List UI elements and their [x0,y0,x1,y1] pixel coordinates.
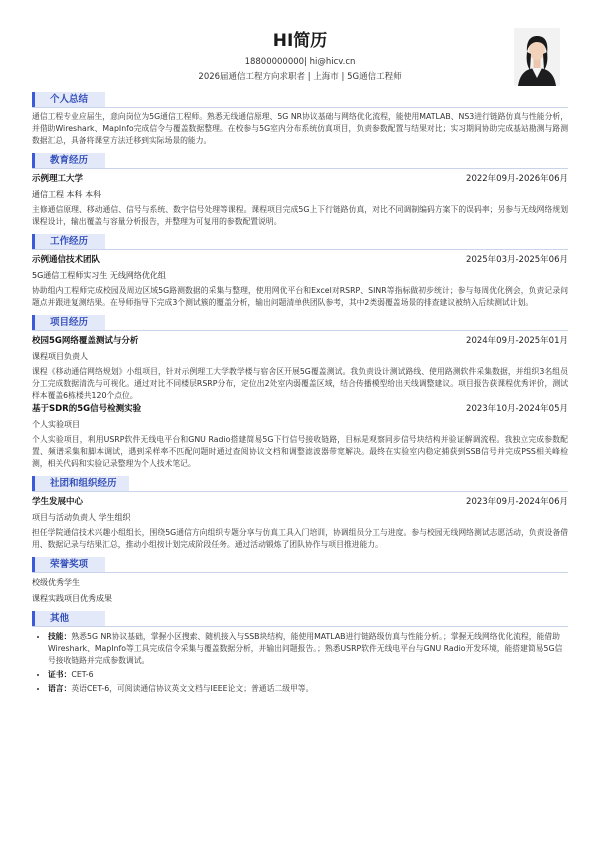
section-header [32,557,568,573]
project-entry [32,403,568,416]
other-list [32,631,568,695]
section-title: 个人总结 [50,94,89,105]
project-role: 个人实验项目 [32,419,80,429]
section-header [32,92,568,108]
work-entry [32,254,568,267]
section-header [32,476,568,492]
project-desc: 个人实验项目，利用USRP软件无线电平台和GNU Radio搭建简易5G下行信号接收链路，目标是观察同步信号块结构并验证解调流程。我独立完成参数配置、频谱采集和脚本调试，遇到采样率不匹配问题时通过查阅协议文档和调整滤波器带宽解决。最终在实验室内稳定捕获到SSB信号并完成PSS相关峰检测，相关代码和实验记录整理为个人技术笔记。 [32,434,568,468]
section-title: 其他 [50,612,70,624]
section-title: 荣誉奖项 [50,558,89,570]
other-label: 语言： [48,684,72,694]
project-date: 2024年09月-2025年01月 [466,336,568,347]
org-name: 学生发展中心 [32,497,84,508]
projects-section [32,315,568,470]
campus-date: 2023年09月-2024年06月 [466,497,568,508]
work-desc: 协助组内工程师完成校园及周边区域5G路测数据的采集与整理，使用网优平台和Excel对RSRP、SINR等指标做初步统计；参与每周优化例会，负责记录问题点并跟进复测结果。在导师指导下完成3个测试簇的覆盖分析，输出问题清单供团队参考，其中2类弱覆盖场景的排查建议被纳入后续测试计划。 [32,285,568,307]
project-desc: 课程《移动通信网络规划》小组项目，针对示例理工大学教学楼与宿舍区开展5G覆盖测试。我负责设计测试路线、使用路测软件采集数据，并组织3名组员分工完成数据清洗与可视化。通过对比不同楼层RSRP分布，定位出2处室内弱覆盖区域，结合传播模型给出天线调整建议。项目报告获课程优秀评价，测试样本覆盖6栋楼共120个点位。 [32,366,568,400]
other-text: CET-6 [71,670,94,680]
company-name: 示例通信技术团队 [32,255,101,266]
section-title: 项目经历 [50,317,89,329]
education-major: 通信工程 本科 本科 [32,189,102,199]
list-item [48,631,568,667]
education-desc: 主修通信原理、移动通信、信号与系统、数字信号处理等课程。课程项目完成5G上下行链路仿真，对比不同调制编码方案下的误码率；另参与无线网络规划课程设计，输出覆盖与容量分析报告，并整理为可复用的参数配置说明。 [32,204,568,227]
section-header [32,153,568,169]
resume-name: HI简历 [272,31,328,51]
project-name: 校园5G网络覆盖测试与分析 [32,336,139,347]
section-title: 工作经历 [50,236,89,248]
campus-entry [32,496,568,509]
school-name: 示例理工大学 [32,174,84,185]
avatar-photo-icon [514,28,560,86]
project-role: 课程项目负责人 [32,351,88,361]
section-title: 社团和组织经历 [50,478,117,490]
other-label: 技能： [48,631,72,641]
awards-section [32,557,568,605]
project-name: 基于SDR的5G信号检测实验 [32,404,142,415]
summary-text: 通信工程专业应届生，意向岗位为5G通信工程师。熟悉无线通信原理、5G NR协议基础与网络优化流程，能使用MATLAB、NS3进行链路仿真与性能分析，并借助Wireshark、MapInfo完成信令与覆盖数据整理。在校参与5G室内分布系统仿真项目，负责参数配置与结果对比；实习期间协助完成基站勘测与路测数据汇总，具备将课堂方法迁移到实际场景的能力。 [32,112,568,146]
section-title: 教育经历 [50,155,89,167]
project-date: 2023年10月-2024年05月 [466,404,568,415]
avatar [514,28,560,86]
section-header [32,315,568,331]
project-entry [32,335,568,348]
award-item: 校级优秀学生 [32,577,80,587]
summary-section [32,92,568,147]
other-section [32,611,568,695]
contact-info: 18800000000| hi@hicv.cn [244,57,356,68]
other-label: 证书： [48,670,72,680]
education-date: 2022年09月-2026年06月 [466,174,568,185]
list-item [48,669,568,681]
education-section [32,153,568,228]
work-section [32,234,568,309]
resume-header [32,0,568,86]
education-entry [32,173,568,186]
work-date: 2025年03月-2025年06月 [466,255,568,266]
campus-section [32,476,568,551]
section-header [32,611,568,627]
list-item [48,683,568,695]
campus-desc: 担任学院通信技术兴趣小组组长，围绕5G通信方向组织专题分享与仿真工具入门培训，协调组员分工与进度。参与校园无线网络测试志愿活动，负责设备借用、数据记录与结果汇总，推动小组按计划完成阶段任务。通过活动锻炼了团队协作与项目推进能力。 [32,527,568,549]
other-text: 英语CET-6，可阅读通信协议英文文档与IEEE论文；普通话二级甲等。 [71,684,314,694]
job-intent: 2026届通信工程方向求职者 | 上海市 | 5G通信工程师 [198,71,402,82]
award-item: 课程实践项目优秀成果 [32,593,112,603]
other-text: 熟悉5G NR协议基础，掌握小区搜索、随机接入与SSB块结构，能使用MATLAB进行链路级仿真与性能分析。；掌握无线网络优化流程，能借助Wireshark、MapInfo等工具完成信令采集与覆盖数据分析，并输出问题报告。；熟悉USRP软件无线电平台与GNU Radio开发环境，能搭建简易5G信号接收链路并完成参数调试。 [48,631,563,666]
section-header [32,234,568,250]
work-role: 5G通信工程师实习生 无线网络优化组 [32,270,166,280]
campus-role: 项目与活动负责人 学生组织 [32,512,131,522]
